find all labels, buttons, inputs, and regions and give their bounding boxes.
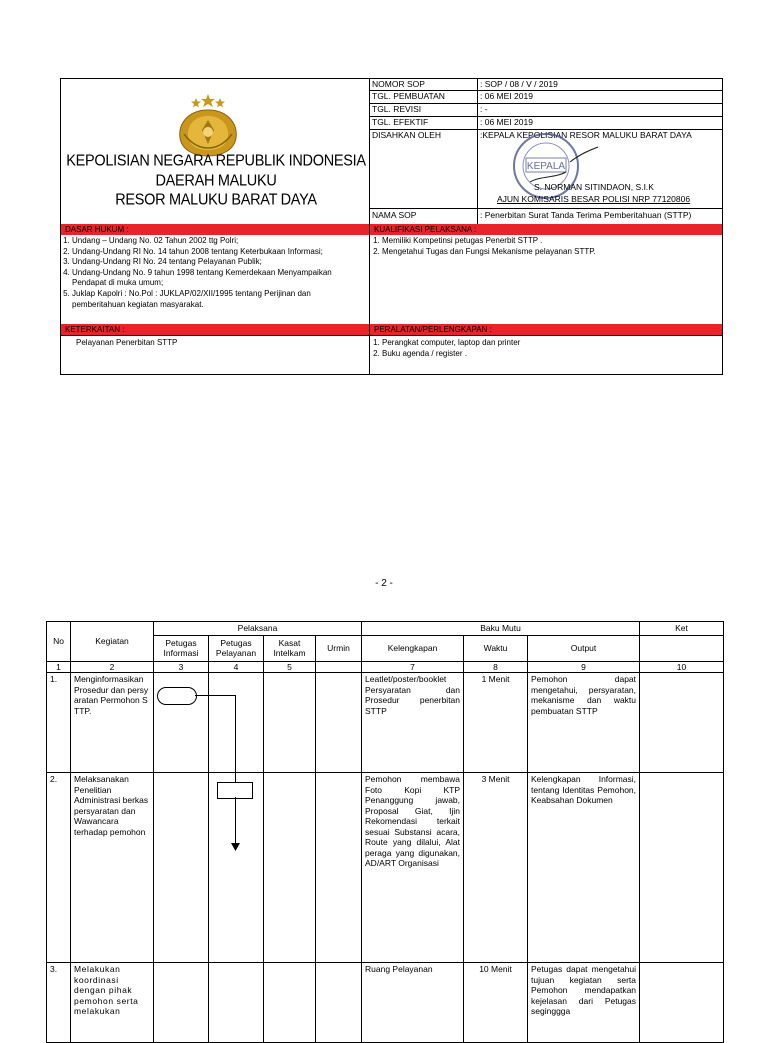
peralatan-item: 1. Perangkat computer, laptop dan printer: [382, 338, 720, 349]
polri-emblem-icon: [170, 90, 246, 160]
org-title-line2: DAERAH MALUKU: [155, 172, 277, 190]
row-kelengkapan: Pemohon membawa Foto Kopi KTP Penanggung jawab, Proposal Giat, Ijin Rekomendasi terkait sesuai Substansi acara, Route yang dilalui, Alat peraga yang digunakan, AD/ART Organisasi: [362, 773, 464, 963]
meta-value-nomor: : SOP / 08 / V / 2019: [480, 79, 558, 89]
header-kegiatan: Kegiatan: [71, 622, 154, 662]
peralatan-item: 2. Buku agenda / register .: [382, 349, 720, 360]
row-no: 1.: [47, 673, 71, 773]
sop-flow-table: [46, 621, 724, 1043]
header-kasat-intelkam: Kasat Intelkam: [264, 635, 316, 661]
header-no: No: [47, 622, 71, 662]
col-number: 10: [640, 661, 724, 673]
dasar-hukum-title: DASAR HUKUM :: [61, 224, 369, 235]
header-urmin: Urmin: [316, 635, 362, 661]
flow-connector: [235, 797, 236, 845]
header-baku-mutu: Baku Mutu: [362, 622, 640, 636]
dasar-hukum-item: 4. Undang-Undang No. 9 tahun 1998 tentang Kemerdekaan Menyampaikan Pendapat di muka umum;: [72, 268, 366, 289]
flow-start-terminal: [157, 687, 197, 705]
meta-label-nomor: NOMOR SOP: [372, 79, 425, 89]
nama-sop-divider: [477, 208, 478, 224]
col-number: 4: [209, 661, 264, 673]
table-row: [47, 773, 724, 963]
col-number: 9: [528, 661, 640, 673]
lane-urmin: [316, 773, 362, 963]
meta-value-revisi: : -: [480, 104, 488, 114]
header-ket-blank: [640, 635, 724, 661]
row-output: Petugas dapat mengetahui tujuan kegiatan serta Pemohon mendapatkan kejelasan dari Petugas seginggga: [528, 963, 640, 1043]
lane-petugas-pelayanan: [209, 773, 264, 963]
col-number: [316, 661, 362, 673]
meta-value-disahkan: :KEPALA KEPOLISIAN RESOR MALUKU BARAT DAYA: [480, 130, 692, 140]
header-petugas-pelayanan: Petugas Pelayanan: [209, 635, 264, 661]
meta-row-line: [369, 208, 723, 209]
meta-value-efektif: : 06 MEI 2019: [480, 117, 533, 127]
row-kegiatan: Melakukan koordinasi dengan pihak pemohon serta melakukan: [71, 963, 154, 1043]
lane-kasat-intelkam: [264, 673, 316, 773]
lane-urmin: [316, 963, 362, 1043]
keterkaitan-title: KETERKAITAN :: [61, 324, 369, 335]
row-ket: [640, 963, 724, 1043]
row-waktu: 10 Menit: [464, 963, 528, 1043]
row-ket: [640, 773, 724, 963]
meta-label-efektif: TGL. EFEKTIF: [372, 117, 429, 127]
meta-value-pembuatan: : 06 MEI 2019: [480, 91, 533, 101]
header-ket: Ket: [640, 622, 724, 636]
meta-label-revisi: TGL. REVISI: [372, 104, 422, 114]
dasar-hukum-list: [60, 236, 366, 310]
page-number: - 2 -: [375, 578, 393, 589]
header-kelengkapan: Kelengkapan: [362, 635, 464, 661]
col-number: 7: [362, 661, 464, 673]
peralatan-list: [370, 338, 720, 359]
kualifikasi-item: 1. Memiliki Kompetinsi petugas Penerbit STTP .: [382, 236, 720, 247]
nama-sop-value: : Penerbitan Surat Tanda Terima Pemberitahuan (STTP): [480, 210, 692, 220]
table-row: [47, 673, 724, 773]
lane-kasat-intelkam: [264, 773, 316, 963]
lane-petugas-pelayanan: [209, 673, 264, 773]
row-waktu: 3 Menit: [464, 773, 528, 963]
flow-connector: [235, 695, 236, 782]
kualifikasi-title: KUALIFIKASI PELAKSANA :: [370, 224, 722, 235]
col-number: 1: [47, 661, 71, 673]
org-title-line1: KEPOLISIAN NEGARA REPUBLIK INDONESIA: [66, 152, 366, 170]
peralatan-title: PERALATAN/PERLENGKAPAN :: [370, 324, 722, 335]
signatory-name: S. NORMAN SITINDAON, S.I.K: [534, 182, 654, 192]
header-petugas-informasi: Petugas Informasi: [154, 635, 209, 661]
row-kelengkapan: Leatlet/poster/booklet Persyaratan dan Prosedur penerbitan STTP: [362, 673, 464, 773]
col-number: 5: [264, 661, 316, 673]
kualifikasi-list: [370, 236, 720, 257]
col-number: 2: [71, 661, 154, 673]
dasar-hukum-item: 5. Juklap Kapolri : No.Pol : JUKLAP/02/XII/1995 tentang Perijinan dan pemberitahuan kegiatan masyarakat.: [72, 289, 366, 310]
lane-urmin: [316, 673, 362, 773]
keterkaitan-text: Pelayanan Penerbitan STTP: [76, 338, 178, 347]
row-ket: [640, 673, 724, 773]
row-kelengkapan: Ruang Pelayanan: [362, 963, 464, 1043]
lane-kasat-intelkam: [264, 963, 316, 1043]
row-waktu: 1 Menit: [464, 673, 528, 773]
header-output: Output: [528, 635, 640, 661]
row-kegiatan: Menginformasikan Prosedur dan persyaratan Permohon STTP.: [71, 673, 154, 773]
dasar-hukum-item: 3. Undang-Undang RI No. 24 tentang Pelayanan Publik;: [72, 257, 366, 268]
kualifikasi-item: 2. Mengetahui Tugas dan Fungsi Mekanisme pelayanan STTP.: [382, 247, 720, 258]
arrow-down-icon: [231, 843, 240, 851]
row-output: Pemohon dapat mengetahui, persyaratan, mekanisme dan waktu pembuatan STTP: [528, 673, 640, 773]
table-row: [47, 963, 724, 1043]
svg-text:KEPALA: KEPALA: [526, 161, 566, 172]
row-kegiatan: Melaksanakan Penelitian Administrasi berkas persyaratan dan Wawancara terhadap pemohon: [71, 773, 154, 963]
meta-label-disahkan: DISAHKAN OLEH: [372, 130, 441, 140]
meta-row-line: [369, 103, 723, 104]
signatory-rank: AJUN KOMISARIS BESAR POLISI NRP 77120806: [497, 194, 691, 204]
lane-petugas-informasi: [154, 963, 209, 1043]
flow-connector: [195, 695, 235, 696]
row-output: Kelengkapan Informasi, tentang Identitas Pemohon, Keabsahan Dokumen: [528, 773, 640, 963]
col-number: 8: [464, 661, 528, 673]
dasar-hukum-item: 1. Undang – Undang No. 02 Tahun 2002 ttg Polri;: [72, 236, 366, 247]
row-no: 3.: [47, 963, 71, 1043]
section-line: [60, 335, 723, 336]
col-number: 3: [154, 661, 209, 673]
dasar-hukum-item: 2. Undang-Undang RI No. 14 tahun 2008 tentang Keterbukaan Informasi;: [72, 247, 366, 258]
header-waktu: Waktu: [464, 635, 528, 661]
lane-petugas-informasi: [154, 773, 209, 963]
lane-petugas-pelayanan: [209, 963, 264, 1043]
header-pelaksana: Pelaksana: [154, 622, 362, 636]
org-title-line3: RESOR MALUKU BARAT DAYA: [115, 191, 317, 209]
row-no: 2.: [47, 773, 71, 963]
meta-label-pembuatan: TGL. PEMBUATAN: [372, 91, 445, 101]
meta-column-divider: [477, 78, 478, 224]
nama-sop-label: NAMA SOP: [372, 210, 417, 220]
